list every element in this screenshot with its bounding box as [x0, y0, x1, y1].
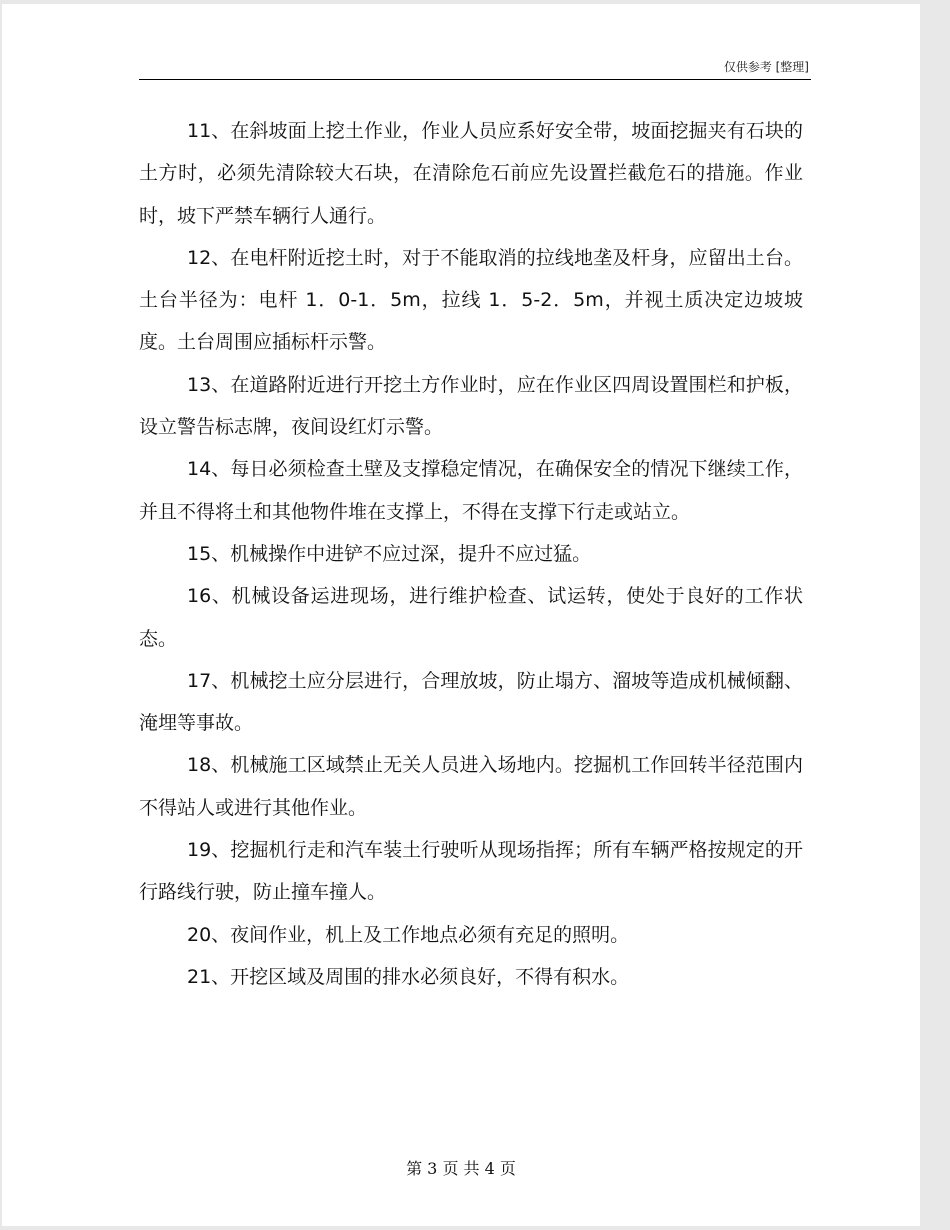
paragraph-14: 14、每日必须检查土壁及支撑稳定情况，在确保安全的情况下继续工作，并且不得将土和其他物件堆在支撑上，不得在支撑下行走或站立。 [139, 458, 803, 523]
paragraph-12: 12、在电杆附近挖土时，对于不能取消的拉线地垄及杆身，应留出土台。土台半径为：电杆 1．0-1．5m，拉线 1．5-2．5m，并视土质决定边坡坡度。土台周围应插标杆示警。 [139, 246, 803, 354]
paragraph-18: 18、机械施工区域禁止无关人员进入场地内。挖掘机工作回转半径范围内不得站人或进行其他作业。 [139, 754, 803, 819]
document-body [139, 110, 803, 998]
header-note: 仅供参考 [整理] [723, 60, 809, 74]
paragraph-21: 21、开挖区域及周围的排水必须良好，不得有积水。 [187, 965, 630, 988]
document-page [2, 4, 920, 1226]
paragraph-15: 15、机械操作中进铲不应过深，提升不应过猛。 [187, 542, 592, 565]
paragraph-11: 11、在斜坡面上挖土作业，作业人员应系好安全带，坡面挖掘夹有石块的土方时，必须先清除较大石块，在清除危石前应先设置拦截危石的措施。作业时，坡下严禁车辆行人通行。 [139, 120, 803, 227]
paragraph-13: 13、在道路附近进行开挖土方作业时，应在作业区四周设置围栏和护板，设立警告标志牌，夜间设红灯示警。 [139, 373, 803, 439]
paragraph-19: 19、挖掘机行走和汽车装土行驶听从现场指挥；所有车辆严格按规定的开行路线行驶，防止撞车撞人。 [139, 839, 803, 904]
paragraph-20: 20、夜间作业，机上及工作地点必须有充足的照明。 [187, 923, 630, 946]
paragraph-16: 16、机械设备运进现场，进行维护检查、试运转，使处于良好的工作状态。 [139, 585, 803, 650]
page-number: 第 3 页 共 4 页 [406, 1159, 516, 1178]
header-divider [139, 79, 811, 80]
paragraph-17: 17、机械挖土应分层进行，合理放坡，防止塌方、溜坡等造成机械倾翻、淹埋等事故。 [139, 669, 803, 735]
